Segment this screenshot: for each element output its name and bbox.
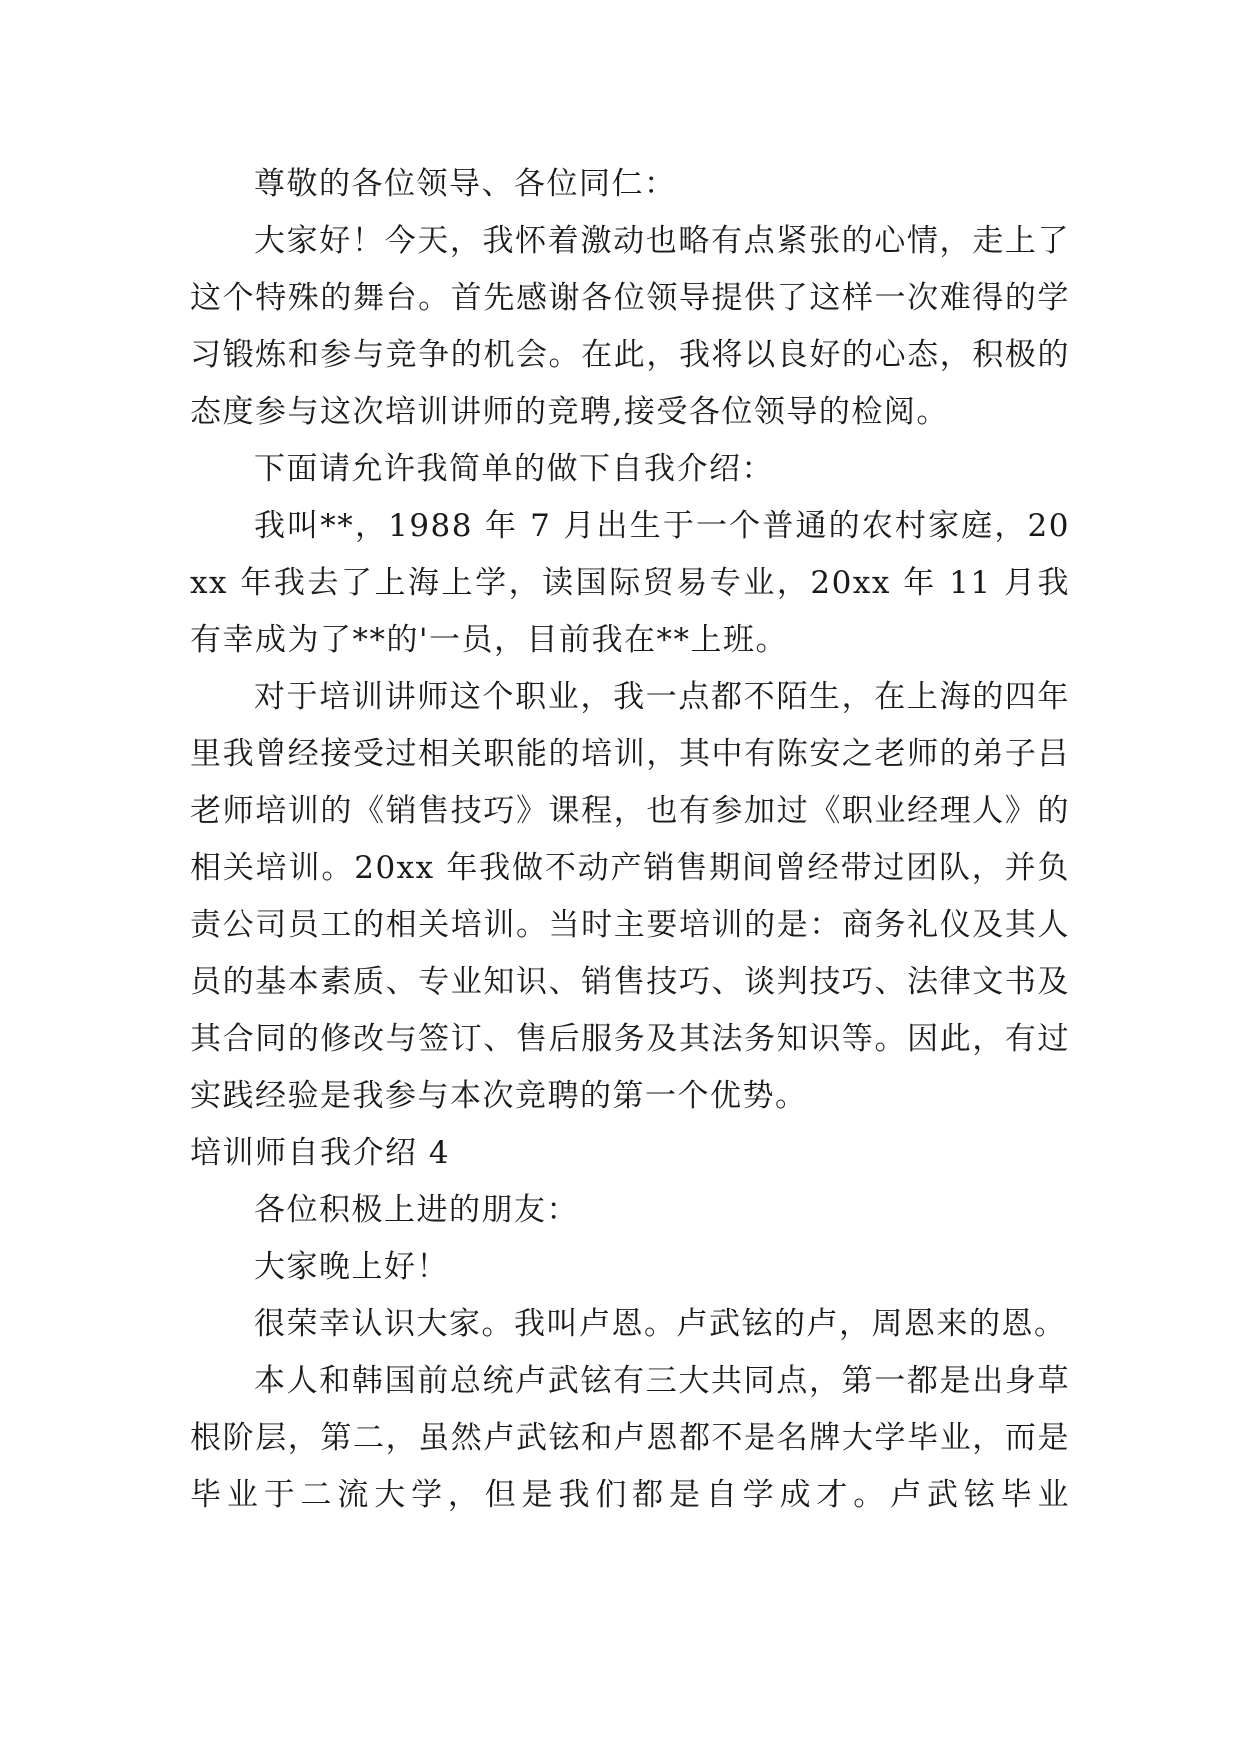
section-heading: 培训师自我介绍 4 — [190, 1135, 451, 1171]
comparison-paragraph: 本人和韩国前总统卢武铉有三大共同点，第一都是出身草根阶层，第二，虽然卢武铉和卢恩都不是名牌大学毕业，而是毕业于二流大学，但是我们都是自学成才。卢武铉毕业 — [190, 1363, 1070, 1513]
experience-paragraph: 对于培训讲师这个职业，我一点都不陌生，在上海的四年里我曾经接受过相关职能的培训，其中有陈安之老师的弟子吕老师培训的《销售技巧》课程，也有参加过《职业经理人》的相关培训。20xx 年我做不动产销售期间曾经带过团队，并负责公司员工的相关培训。当时主要培训的是：商务礼仪及其人员的基本素质、专业知识、销售技巧、谈判技巧、法律文书及其合同的修改与签订、售后服务及其法务知识等。因此，有过实践经验是我参与本次竞聘的第一个优势。 — [190, 679, 1070, 1114]
intro-lead-paragraph: 下面请允许我简单的做下自我介绍： — [254, 451, 774, 487]
salutation-paragraph: 尊敬的各位领导、各位同仁： — [254, 166, 677, 202]
document-body — [190, 156, 1070, 1524]
name-intro-paragraph: 很荣幸认识大家。我叫卢恩。卢武铉的卢，周恩来的恩。 — [254, 1306, 1067, 1342]
second-greeting-paragraph: 大家晚上好！ — [254, 1249, 449, 1285]
second-salutation-paragraph: 各位积极上进的朋友： — [254, 1192, 579, 1228]
greeting-paragraph: 大家好！今天，我怀着激动也略有点紧张的心情，走上了这个特殊的舞台。首先感谢各位领导提供了这样一次难得的学习锻炼和参与竞争的机会。在此，我将以良好的心态，积极的态度参与这次培训讲师的竞聘,接受各位领导的检阅。 — [190, 223, 1070, 430]
personal-info-paragraph: 我叫**，1988 年 7 月出生于一个普通的农村家庭，20xx 年我去了上海上学，读国际贸易专业，20xx 年 11 月我有幸成为了**的'一员，目前我在**上班。 — [190, 508, 1070, 658]
